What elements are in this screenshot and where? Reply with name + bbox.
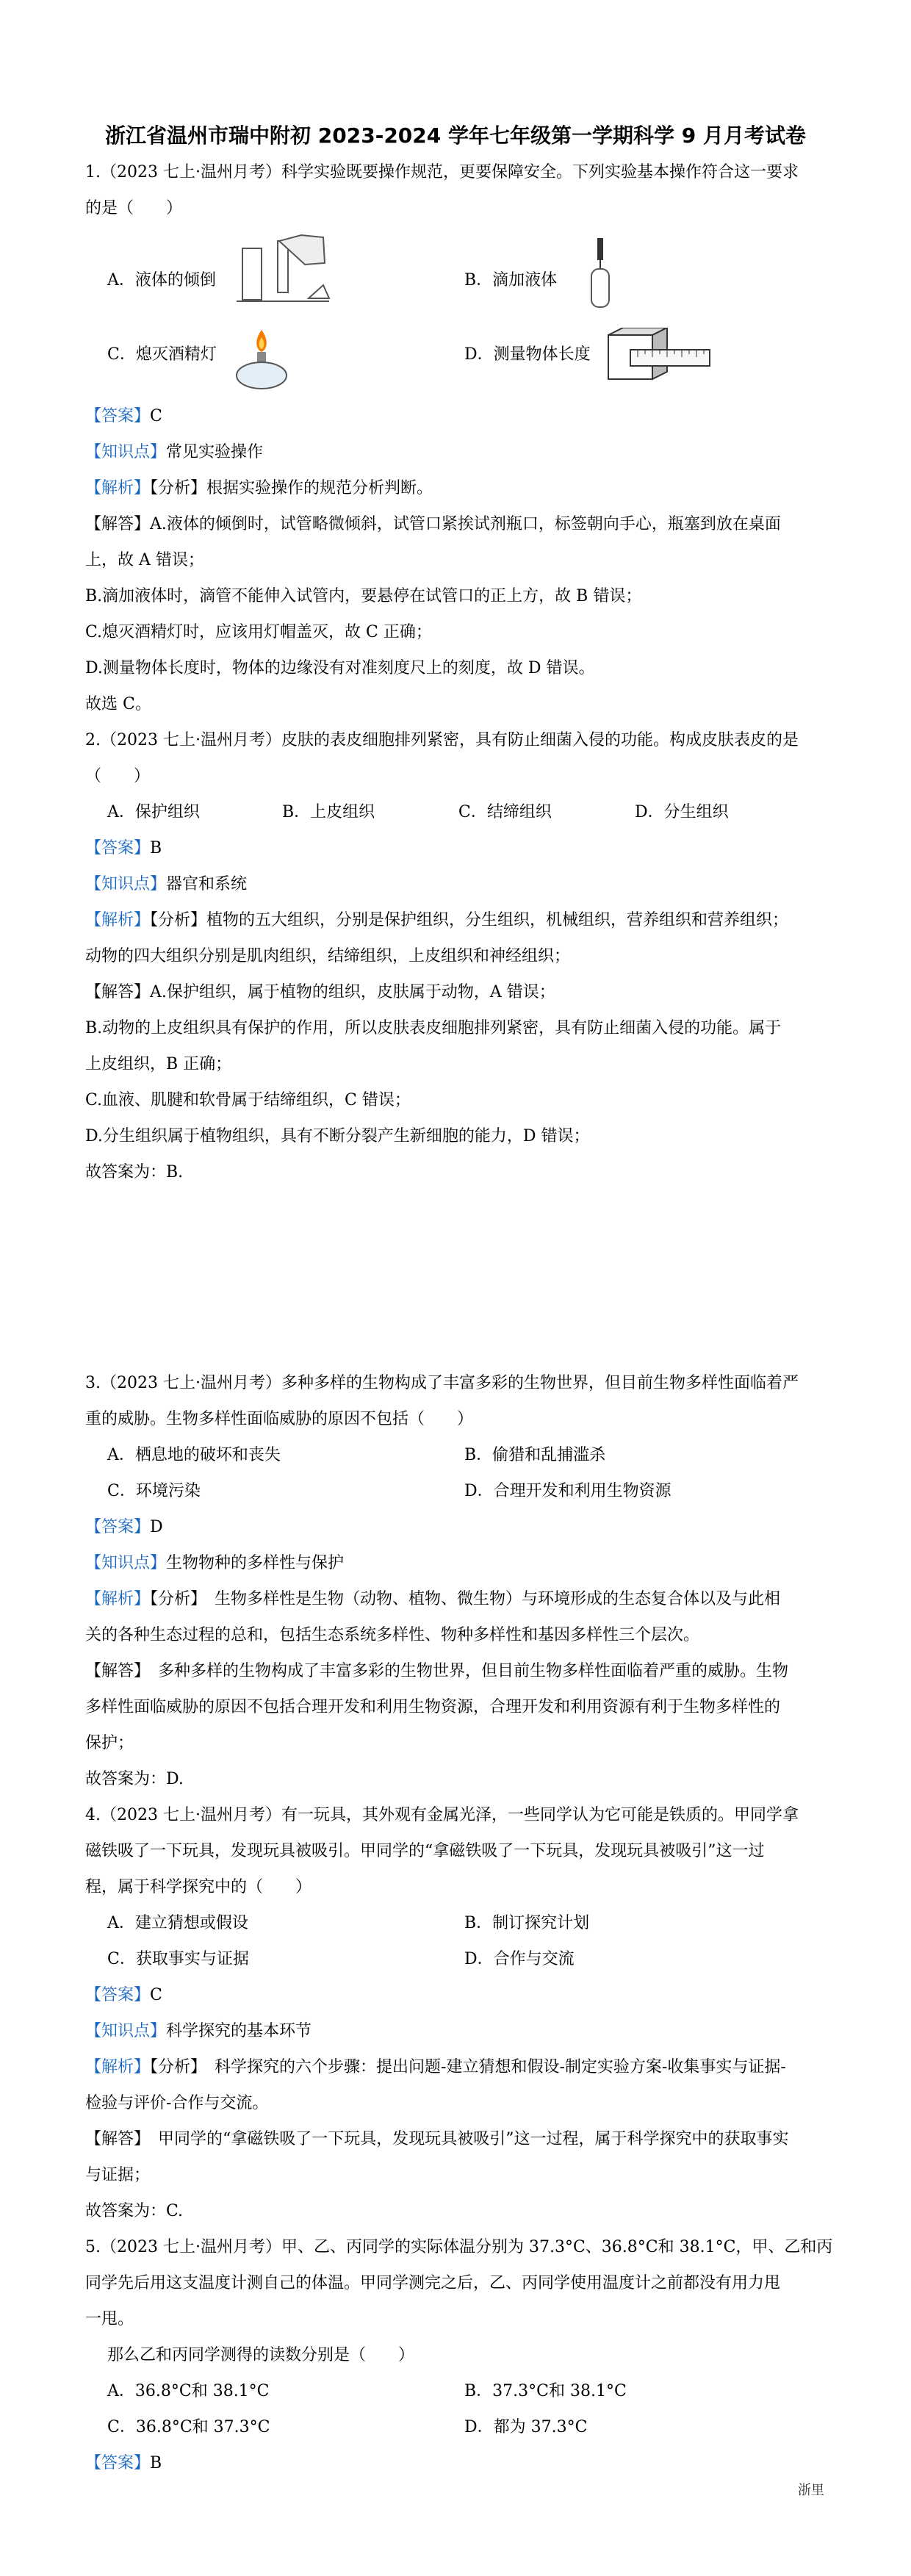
q2-solution-line6: 故答案为：B. [85,1163,184,1181]
q4-knowledge: 【知识点】科学探究的基本环节 [85,2022,312,2040]
q4-option-c: C．获取事实与证据 [107,1950,249,1968]
q5-option-c: C．36.8°C和 37.3°C [107,2418,270,2436]
q3-solution-line2: 多样性面临威胁的原因不包括合理开发和利用生物资源，合理开发和利用资源有利于生物多样性的 [85,1698,781,1716]
q2-stem-line1: 2.（2023 七上·温州月考）皮肤的表皮细胞排列紧密，具有防止细菌入侵的功能。构成皮肤表皮的是 [85,731,799,749]
q5-answer: 【答案】B [85,2454,162,2472]
q2-solution-line3: 上皮组织，B 正确； [85,1055,232,1073]
q2-solution-line4: C.血液、肌腱和软骨属于结缔组织，C 错误； [85,1091,411,1109]
q3-option-a: A．栖息地的破坏和丧失 [107,1446,281,1464]
q5-stem-line4: 那么乙和丙同学测得的读数分别是（ ） [107,2346,415,2364]
q4-stem-line3: 程，属于科学探究中的（ ） [85,1878,312,1896]
q3-solution-line3: 保护； [85,1734,134,1752]
q3-analysis: 【解析】【分析】 生物多样性是生物（动物、植物、微生物）与环境形成的生态复合体以及与此相 [85,1590,781,1608]
q5-option-d: D．都为 37.3°C [464,2418,588,2436]
q2-answer: 【答案】B [85,839,162,857]
q2-option-a: A．保护组织 [107,803,200,821]
alcohol-lamp-figure [232,327,291,393]
q5-stem-line1: 5.（2023 七上·温州月考）甲、乙、丙同学的实际体温分别为 37.3°C、36.8°C和 38.1°C，甲、乙和丙 [85,2238,833,2256]
q3-option-d: D．合理开发和利用生物资源 [464,1482,671,1500]
q1-answer: 【答案】C [85,407,162,425]
q4-option-d: D．合作与交流 [464,1950,575,1968]
page-title: 浙江省温州市瑞中附初 2023-2024 学年七年级第一学期科学 9 月月考试卷 [105,123,806,148]
q2-analysis: 【解析】【分析】植物的五大组织，分别是保护组织，分生组织，机械组织，营养组织和营养组织； [85,911,789,929]
q4-answer: 【答案】C [85,1986,162,2004]
q2-option-c: C．结缔组织 [458,803,552,821]
q5-stem-line2: 同学先后用这支温度计测自己的体温。甲同学测完之后，乙、丙同学使用温度计之前都没有用力甩 [85,2274,781,2292]
q4-option-a: A．建立猜想或假设 [107,1914,248,1932]
q3-solution-line4: 故答案为：D. [85,1770,184,1788]
pouring-liquid-figure [235,234,331,307]
q1-solution-line4: C.熄灭酒精灯时，应该用灯帽盖灭，故 C 正确； [85,623,432,641]
page-footer: 浙里 [798,2483,824,2498]
q1-solution: 【解答】A.液体的倾倒时，试管略微倾斜，试管口紧挨试剂瓶口，标签朝向手心，瓶塞到放在桌面 [85,515,781,533]
q1-option-b: B．滴加液体 [464,271,558,289]
q4-analysis-line2: 检验与评价-合作与交流。 [85,2094,269,2112]
q3-stem-line2: 重的威胁。生物多样性面临威胁的原因不包括（ ） [85,1410,474,1428]
q2-solution: 【解答】A.保护组织，属于植物的组织，皮肤属于动物，A 错误； [85,983,555,1001]
q1-solution-line2: 上，故 A 错误； [85,551,204,569]
q3-option-b: B．偷猎和乱捕滥杀 [464,1446,606,1464]
q4-solution-line3: 故答案为：C. [85,2202,184,2220]
ruler-measure-figure [601,328,711,394]
q2-analysis-line2: 动物的四大组织分别是肌肉组织，结缔组织，上皮组织和神经组织； [85,947,571,965]
q3-answer: 【答案】D [85,1518,163,1536]
q4-analysis: 【解析】【分析】 科学探究的六个步骤：提出问题-建立猜想和假设-制定实验方案-收集事实与证据- [85,2058,786,2076]
q5-option-a: A．36.8°C和 38.1°C [107,2382,270,2400]
q5-option-b: B．37.3°C和 38.1°C [464,2382,627,2400]
q4-stem-line2: 磁铁吸了一下玩具，发现玩具被吸引。甲同学的“拿磁铁吸了一下玩具，发现玩具被吸引”这一过 [85,1842,765,1860]
q2-stem-line2: （ ） [85,767,151,785]
q2-option-b: B．上皮组织 [282,803,375,821]
q5-stem-line3: 一甩。 [85,2310,134,2328]
q1-stem-line2: 的是（ ） [85,199,183,217]
q4-option-b: B．制订探究计划 [464,1914,590,1932]
q1-solution-line5: D.测量物体长度时，物体的边缘没有对准刻度尺上的刻度，故 D 错误。 [85,659,595,677]
q2-knowledge: 【知识点】器官和系统 [85,875,248,893]
q3-solution: 【解答】 多种多样的生物构成了丰富多彩的生物世界，但目前生物多样性面临着严重的威胁。生物 [85,1662,789,1680]
q3-analysis-line2: 关的各种生态过程的总和，包括生态系统多样性、物种多样性和基因多样性三个层次。 [85,1626,700,1644]
q3-stem-line1: 3.（2023 七上·温州月考）多种多样的生物构成了丰富多彩的生物世界，但目前生物多样性面临着严 [85,1374,799,1392]
q4-solution: 【解答】 甲同学的“拿磁铁吸了一下玩具，发现玩具被吸引”这一过程，属于科学探究中的获取事实 [85,2130,789,2148]
q2-solution-line5: D.分生组织属于植物组织，具有不断分裂产生新细胞的能力，D 错误； [85,1127,590,1145]
q1-option-a: A．液体的倾倒 [107,271,216,289]
q2-option-d: D．分生组织 [635,803,729,821]
q1-option-c: C．熄灭酒精灯 [107,345,217,364]
q2-solution-line2: B.动物的上皮组织具有保护的作用，所以皮肤表皮细胞排列紧密，具有防止细菌入侵的功能。属于 [85,1019,782,1037]
q1-stem-line1: 1.（2023 七上·温州月考）科学实验既要操作规范，更要保障安全。下列实验基本操作符合这一要求 [85,163,799,181]
q4-stem-line1: 4.（2023 七上·温州月考）有一玩具，其外观有金属光泽，一些同学认为它可能是铁质的。甲同学拿 [85,1806,799,1824]
q1-option-d: D．测量物体长度 [464,345,591,364]
dropper-figure [584,237,621,310]
q4-solution-line2: 与证据； [85,2166,151,2184]
q1-solution-line6: 故选 C。 [85,695,151,713]
q3-option-c: C．环境污染 [107,1482,201,1500]
q1-knowledge: 【知识点】常见实验操作 [85,443,264,461]
q3-knowledge: 【知识点】生物物种的多样性与保护 [85,1554,345,1572]
q1-solution-line3: B.滴加液体时，滴管不能伸入试管内，要悬停在试管口的正上方，故 B 错误； [85,587,642,605]
q1-analysis: 【解析】【分析】根据实验操作的规范分析判断。 [85,479,433,497]
